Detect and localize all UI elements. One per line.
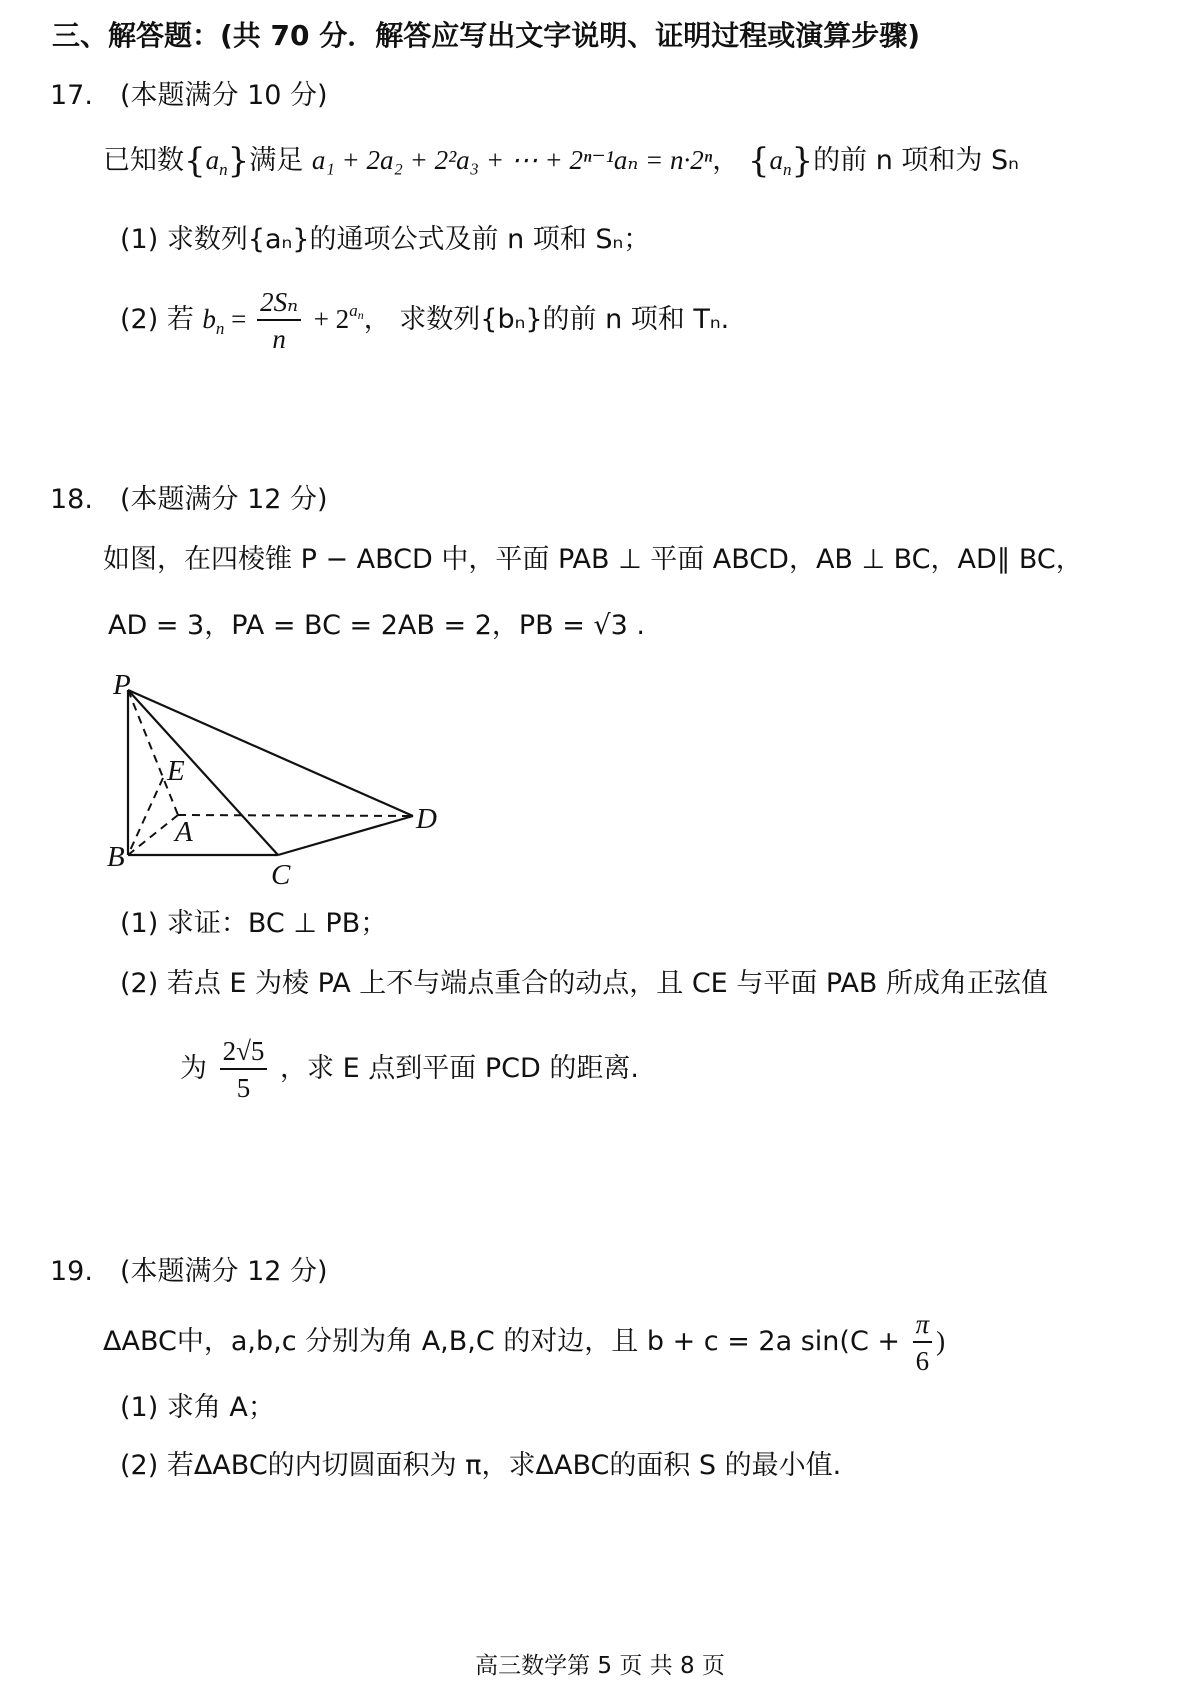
edge-AB	[128, 815, 178, 855]
q18-fraction: $\frac{2√5}{5}$	[220, 1034, 268, 1106]
q17-points: (本题满分 10 分)	[120, 80, 328, 111]
edge-CD	[278, 816, 413, 855]
q19-fraction: $\frac{\pi}{6}$	[913, 1307, 933, 1379]
q19-part1: (1) 求角 A；	[120, 1392, 275, 1423]
label-B: B	[107, 841, 125, 873]
q17-statement: 已知数$\{a_n\}$满足 a₁ + 2a₂ + 2²a₃ + ⋯ + 2ⁿ⁻¹aₙ = n·2ⁿ， $\{a_n\}$的前 n 项和为 Sₙ	[103, 141, 1019, 181]
q17-part2: (2) 若 $b_n$ = $\frac{\text{2Sₙ}}{n}$ + $2^{a_n}$， 求数列{bₙ}的前 n 项和 Tₙ.	[120, 282, 729, 357]
edge-PC	[128, 690, 278, 855]
q18-part1: (1) 求证：BC ⊥ PB；	[120, 908, 388, 939]
q19-part2: (2) 若ΔABC的内切圆面积为 π，求ΔABC的面积 S 的最小值.	[120, 1450, 842, 1481]
q17-intro: 已知数	[103, 145, 184, 176]
q17-satisfy: 满足	[249, 145, 304, 176]
q17-part1: (1) 求数列{aₙ}的通项公式及前 n 项和 Sₙ；	[120, 224, 651, 255]
pyramid-figure	[95, 660, 475, 890]
q18-line1: 如图，在四棱锥 P − ABCD 中，平面 PAB ⊥ 平面 ABCD，AB ⊥ BC，AD∥ BC，	[103, 544, 1083, 575]
q18-part2-line1: (2) 若点 E 为棱 PA 上不与端点重合的动点，且 CE 与平面 PAB 所成角正弦值	[120, 968, 1049, 999]
q18-number: 18.	[50, 484, 93, 515]
edge-AD	[178, 815, 413, 816]
page-footer: 高三数学第 5 页 共 8 页	[475, 1653, 725, 1679]
q17-sum-text: 的前 n 项和为 Sₙ	[813, 145, 1019, 176]
q17-fraction: $\frac{\text{2Sₙ}}{n}$	[257, 285, 301, 357]
label-E: E	[167, 755, 185, 787]
q17-number: 17.	[50, 80, 93, 111]
q19-number: 19.	[50, 1256, 93, 1287]
q19-points: (本题满分 12 分)	[120, 1256, 328, 1287]
q18-line2: AD = 3，PA = BC = 2AB = 2，PB = √3 .	[108, 610, 646, 641]
q17-equation: a₁ + 2a₂ + 2²a₃ + ⋯ + 2ⁿ⁻¹aₙ = n·2ⁿ	[311, 145, 713, 175]
q18-points: (本题满分 12 分)	[120, 484, 328, 515]
edge-EB	[128, 778, 163, 855]
label-P: P	[113, 669, 131, 701]
section-header: 三、解答题：(共 70 分．解答应写出文字说明、证明过程或演算步骤)	[52, 19, 921, 52]
label-A: A	[175, 816, 193, 848]
label-D: D	[416, 803, 437, 835]
label-C: C	[271, 859, 291, 890]
q19-line1: ΔABC中，a,b,c 分别为角 A,B,C 的对边，且 b + c = 2a sin(C + $\frac{\pi}{6}$ )	[103, 1304, 945, 1379]
q18-part2-line2: 为 $\frac{2√5}{5}$ ，求 E 点到平面 PCD 的距离.	[180, 1032, 639, 1106]
